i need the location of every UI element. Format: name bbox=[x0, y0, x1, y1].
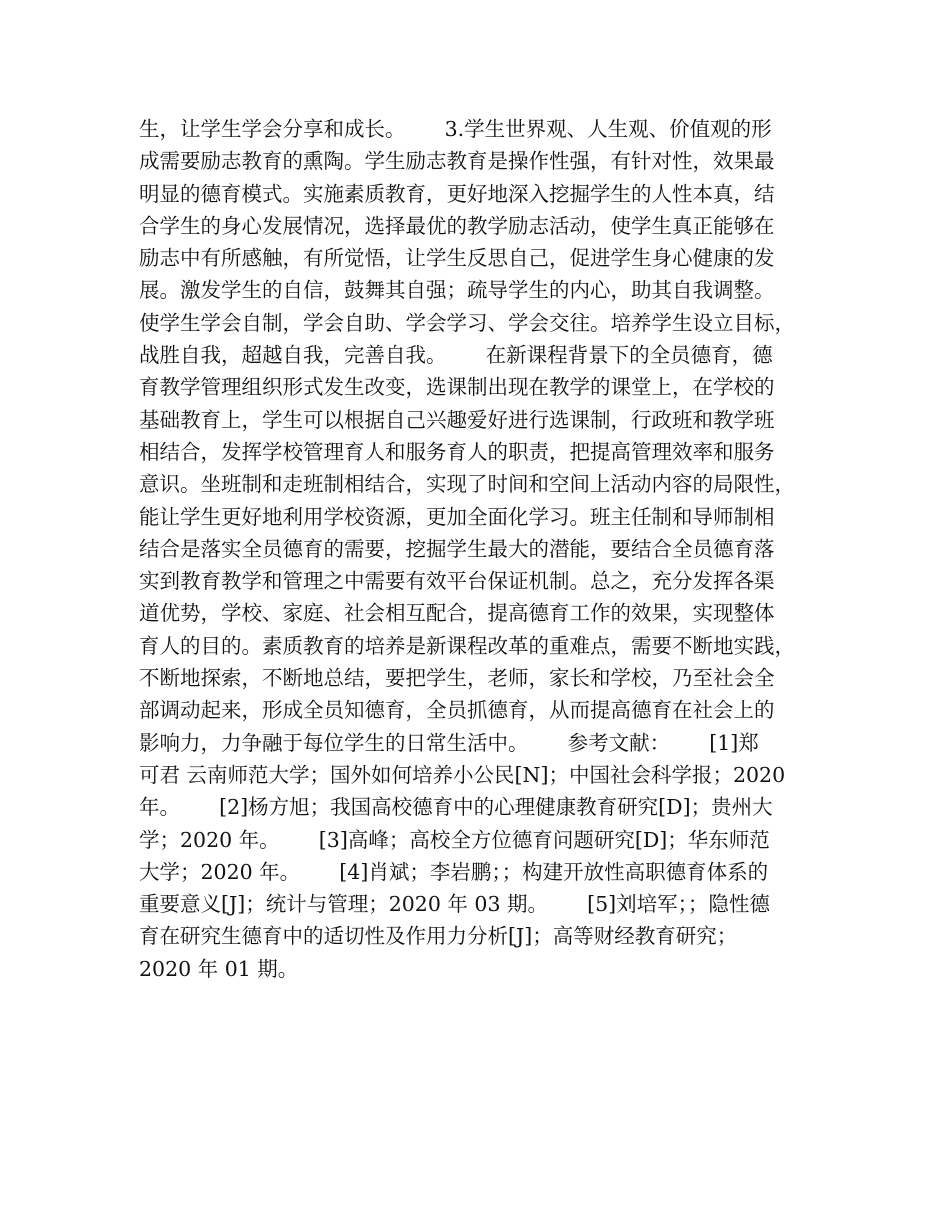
text-line: 育在研究生德育中的适切性及作用力分析[J]；高等财经教育研究； bbox=[139, 924, 738, 949]
text-line: 育人的目的。素质教育的培养是新课程改革的重难点，需要不断地实践， bbox=[139, 633, 795, 658]
text-line: 励志中有所感触，有所觉悟，让学生反思自己，促进学生身心健康的发 bbox=[139, 246, 775, 271]
text-line: 合学生的身心发展情况，选择最优的教学励志活动，使学生真正能够在 bbox=[139, 213, 775, 238]
text-line: 明显的德育模式。实施素质教育，更好地深入挖掘学生的人性本真，结 bbox=[139, 181, 775, 206]
body-text bbox=[139, 113, 829, 985]
text-line: 可君 云南师范大学；国外如何培养小公民[N]；中国社会科学报；2020 bbox=[139, 762, 786, 787]
text-line: 基础教育上，学生可以根据自己兴趣爱好进行选课制，行政班和教学班 bbox=[139, 407, 775, 432]
text-line: 成需要励志教育的熏陶。学生励志教育是操作性强，有针对性，效果最 bbox=[139, 149, 775, 174]
text-line: 学；2020 年。 [3]高峰；高校全方位德育问题研究[D]；华东师范 bbox=[139, 827, 770, 852]
text-line: 道优势，学校、家庭、社会相互配合，提高德育工作的效果，实现整体 bbox=[139, 601, 775, 626]
text-line: 意识。坐班制和走班制相结合，实现了时间和空间上活动内容的局限性， bbox=[139, 472, 795, 497]
text-line: 相结合，发挥学校管理育人和服务育人的职责，把提高管理效率和服务 bbox=[139, 439, 775, 464]
text-line: 生，让学生学会分享和成长。 3.学生世界观、人生观、价值观的形 bbox=[139, 117, 772, 141]
text-line: 结合是落实全员德育的需要，挖掘学生最大的潜能，要结合全员德育落 bbox=[139, 536, 775, 561]
text-line: 能让学生更好地利用学校资源，更加全面化学习。班主任制和导师制相 bbox=[139, 504, 775, 529]
text-line: 不断地探索，不断地总结，要把学生，老师，家长和学校，乃至社会全 bbox=[139, 666, 775, 691]
text-line: 2020 年 01 期。 bbox=[139, 956, 299, 981]
text-line: 影响力，力争融于每位学生的日常生活中。 参考文献： [1]郑 bbox=[139, 730, 759, 755]
text-line: 部调动起来，形成全员知德育，全员抓德育，从而提高德育在社会上的 bbox=[139, 698, 775, 723]
text-line: 大学；2020 年。 [4]肖斌；李岩鹏；；构建开放性高职德育体系的 bbox=[139, 859, 769, 884]
text-line: 育教学管理组织形式发生改变，选课制出现在教学的课堂上，在学校的 bbox=[139, 375, 775, 400]
text-line: 战胜自我，超越自我，完善自我。 在新课程背景下的全员德育，德 bbox=[139, 343, 773, 368]
text-line: 年。 [2]杨方旭；我国高校德育中的心理健康教育研究[D]；贵州大 bbox=[139, 795, 773, 820]
text-line: 实到教育教学和管理之中需要有效平台保证机制。总之，充分发挥各渠 bbox=[139, 569, 775, 594]
text-line: 使学生学会自制，学会自助、学会学习、学会交往。培养学生设立目标， bbox=[139, 310, 795, 335]
text-line: 重要意义[J]；统计与管理；2020 年 03 期。 [5]刘培军；；隐性德 bbox=[139, 892, 770, 917]
text-line: 展。激发学生的自信，鼓舞其自强；疏导学生的内心，助其自我调整。 bbox=[139, 278, 775, 303]
